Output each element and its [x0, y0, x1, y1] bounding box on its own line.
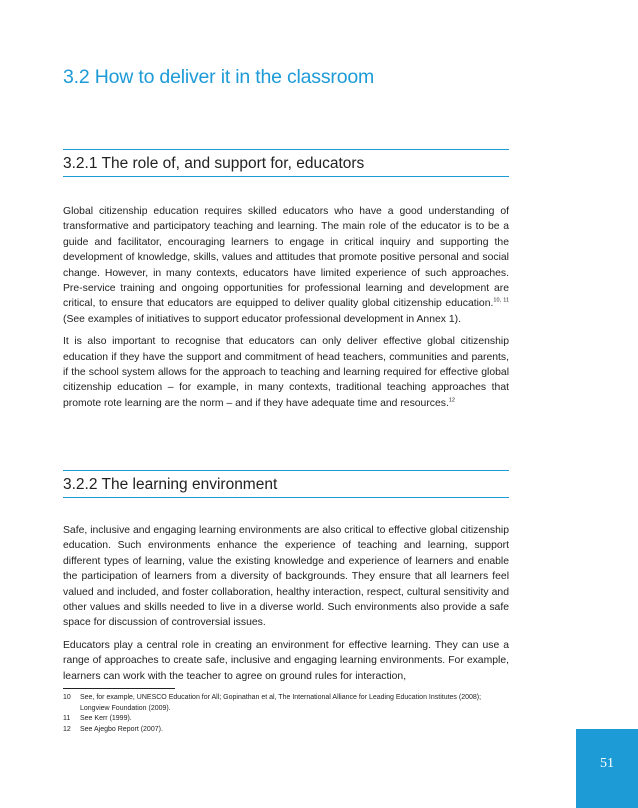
footnote-12: [63, 725, 509, 736]
paragraph-text: It is also important to recognise that educators can only deliver effective global citizenship education if they have the support and commitment of head teachers, communities and parents, if the school system allows for the approach to teaching and learning required for effective global citizenship education – for example, in many contexts, traditional teaching approaches that promote rote learning are the norm – and if they have adequate time and resources.: [63, 336, 509, 409]
environment-text-block: [63, 523, 509, 691]
footnote-divider: [63, 688, 175, 689]
footnote-text: See, for example, UNESCO Education for All; Gopinathan et al, The International Alliance for Leading Education Institutes (2008); Longview Foundation (2009).: [80, 694, 482, 712]
environment-paragraph-1: Safe, inclusive and engaging learning environments are also critical to effective global citizenship education. Such environments enhance the experience of teaching and learning, support different types of learning, value the existing knowledge and experience of learners and enable the participation of learners from a diversity of backgrounds. They ensure that all learners feel valued and included, and foster collaboration, healthy interaction, respect, cultural sensitivity and other values and skills needed to live in a diverse world. Such environments also provide a safe space for discussion of controversial issues.: [63, 525, 509, 629]
footnote-text: See Kerr (1999).: [80, 715, 132, 722]
environment-paragraph-2: Educators play a central role in creating an environment for effective learning. They can use a range of approaches to create safe, inclusive and engaging learning environments. For example, learners can work with the teacher to agree on ground rules for interaction,: [63, 639, 509, 682]
footnote-number: 11: [63, 715, 71, 722]
subsection-heading-educators: 3.2.1 The role of, and support for, educators: [63, 149, 509, 177]
paragraph-tail: (See examples of initiatives to support educator professional development in Annex 1).: [63, 313, 461, 325]
educators-text-block: [63, 204, 509, 418]
page-number-tab: [576, 729, 638, 808]
subsection-heading-learning-environment: 3.2.2 The learning environment: [63, 470, 509, 498]
footnote-11: [63, 714, 509, 725]
footnote-text: See Ajegbo Report (2007).: [80, 725, 163, 733]
footnote-10: [63, 693, 509, 714]
footnote-number: 12: [63, 725, 71, 733]
page-number: 51: [600, 756, 614, 771]
footnotes: [63, 693, 509, 735]
footnote-number: 10: [63, 694, 71, 701]
footnote-ref: 10, 11: [493, 297, 510, 304]
educators-paragraph-1: [63, 204, 509, 327]
paragraph-text: Global citizenship education requires skilled educators who have a good understanding of transformative and participatory teaching and learning. The main role of the educator is to be a guide and facilitator, encouraging learners to engage in critical inquiry and supporting the development of knowledge, skills, values and attitudes that promote positive personal and social change. However, in many contexts, educators have limited experience of such approaches. Pre-service training and ongoing opportunities for professional learning and development are critical, to ensure that educators are equipped to deliver quality global citizenship education.: [63, 206, 509, 310]
educators-paragraph-2: [63, 334, 509, 411]
footnote-ref: 12: [448, 397, 455, 404]
section-title: 3.2 How to deliver it in the classroom: [63, 66, 375, 88]
